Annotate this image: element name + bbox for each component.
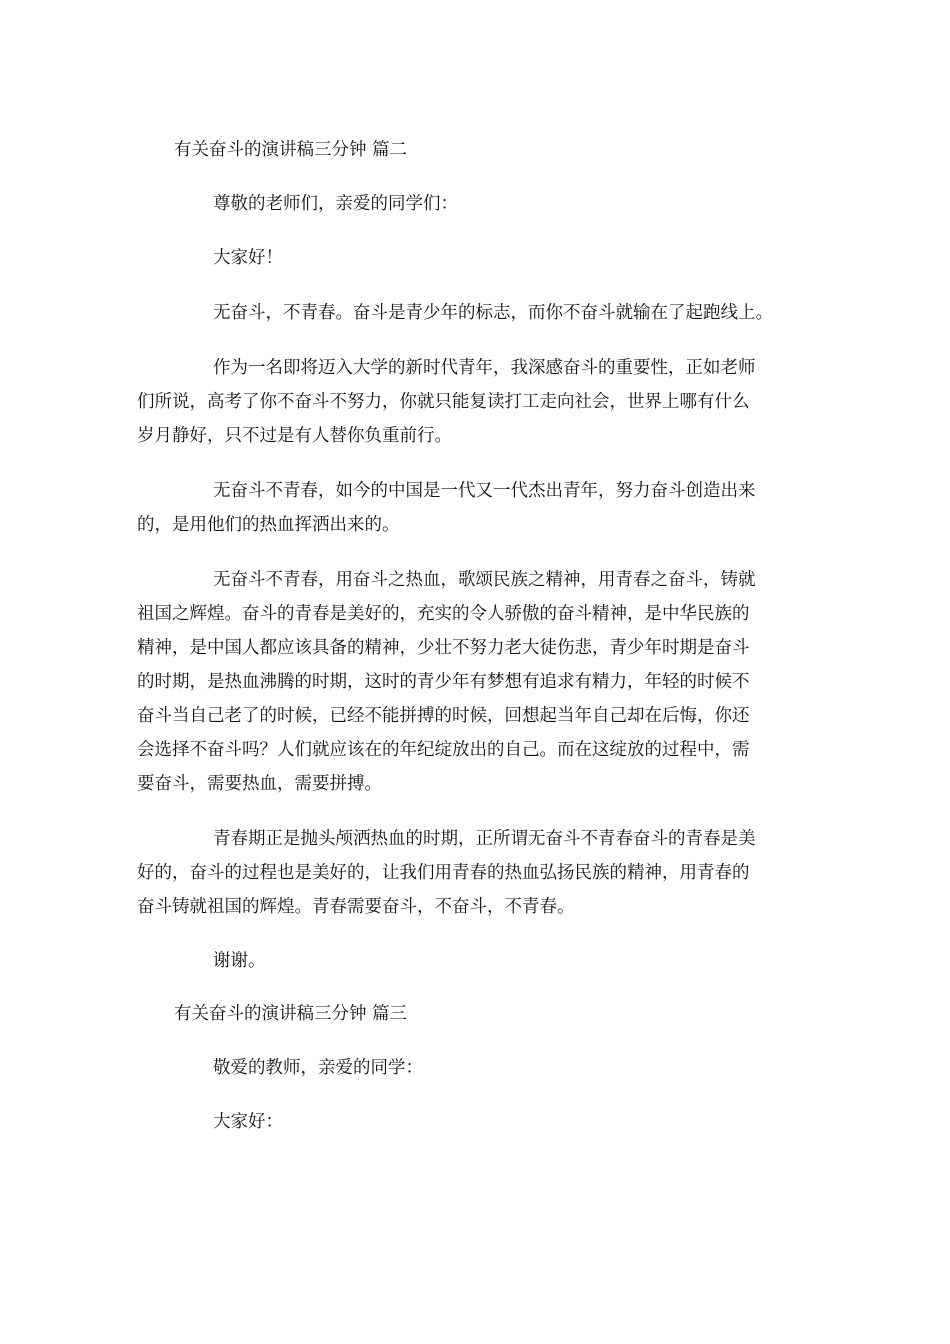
- section-heading-2: 有关奋斗的演讲稿三分钟 篇二: [174, 140, 408, 160]
- section-heading-3: 有关奋斗的演讲稿三分钟 篇三: [174, 1004, 408, 1024]
- paragraph-3-line-2: 的，是用他们的热血挥洒出来的。: [137, 515, 400, 535]
- paragraph-3-line-1: 无奋斗不青春，如今的中国是一代又一代杰出青年，努力奋斗创造出来: [213, 481, 756, 501]
- paragraph-1-line-1: 无奋斗，不青春。奋斗是青少年的标志，而你不奋斗就输在了起跑线上。: [213, 303, 773, 323]
- paragraph-5-line-2: 好的，奋斗的过程也是美好的，让我们用青春的热血弘扬民族的精神，用青春的: [137, 863, 750, 883]
- salutation-2: 尊敬的老师们，亲爱的同学们：: [213, 194, 458, 214]
- paragraph-2-line-3: 岁月静好，只不过是有人替你负重前行。: [137, 426, 452, 446]
- paragraph-4-line-4: 的时期，是热血沸腾的时期，这时的青少年有梦想有追求有精力，年轻的时候不: [137, 672, 750, 692]
- thanks-line: 谢谢。: [213, 951, 266, 971]
- paragraph-4-line-5: 奋斗当自己老了的时候，已经不能拼搏的时候，回想起当年自己却在后悔，你还: [137, 706, 750, 726]
- paragraph-4-line-1: 无奋斗不青春，用奋斗之热血，歌颂民族之精神，用青春之奋斗，铸就: [213, 570, 756, 590]
- paragraph-4-line-7: 要奋斗，需要热血，需要拼搏。: [137, 774, 382, 794]
- paragraph-5-line-3: 奋斗铸就祖国的辉煌。青春需要奋斗，不奋斗，不青春。: [137, 897, 575, 917]
- greeting-2: 大家好！: [213, 248, 283, 268]
- paragraph-4-line-3: 精神，是中国人都应该具备的精神，少壮不努力老大徒伤悲，青少年时期是奋斗: [137, 638, 750, 658]
- greeting-3: 大家好：: [213, 1112, 283, 1132]
- paragraph-4-line-6: 会选择不奋斗吗？人们就应该在的年纪绽放出的自己。而在这绽放的过程中，需: [137, 740, 750, 760]
- salutation-3: 敬爱的教师，亲爱的同学：: [213, 1058, 423, 1078]
- paragraph-5-line-1: 青春期正是抛头颅洒热血的时期，正所谓无奋斗不青春奋斗的青春是美: [213, 829, 756, 849]
- paragraph-2-line-1: 作为一名即将迈入大学的新时代青年，我深感奋斗的重要性，正如老师: [213, 358, 756, 378]
- paragraph-2-line-2: 们所说，高考了你不奋斗不努力，你就只能复读打工走向社会，世界上哪有什么: [137, 392, 750, 412]
- paragraph-4-line-2: 祖国之辉煌。奋斗的青春是美好的，充实的令人骄傲的奋斗精神，是中华民族的: [137, 604, 750, 624]
